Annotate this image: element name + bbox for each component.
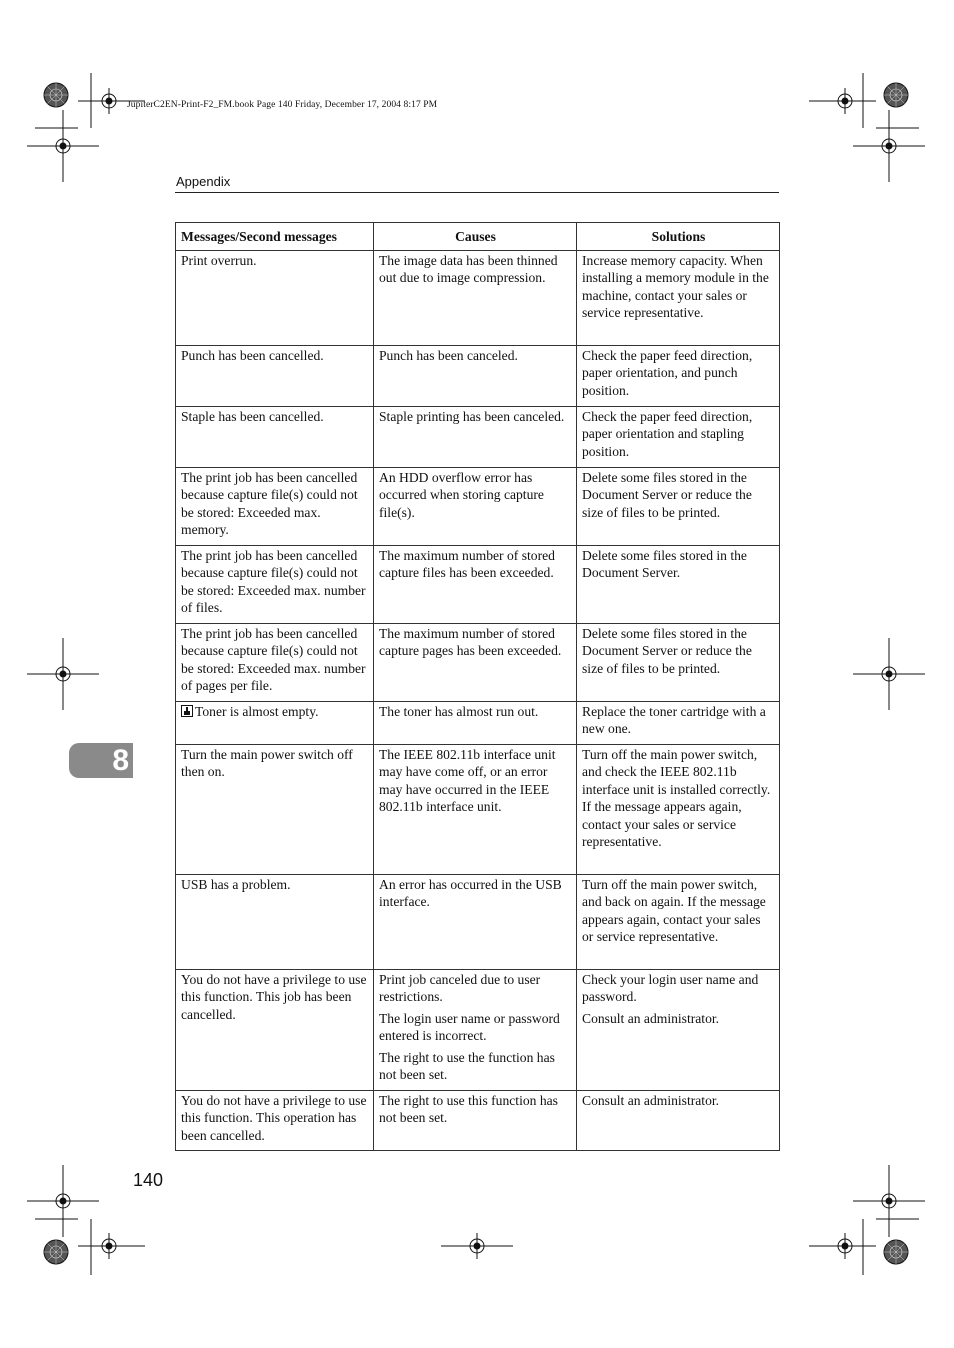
- table-row: [176, 468, 780, 546]
- solution-cell: [577, 875, 780, 970]
- column-header-causes: Causes: [374, 223, 577, 251]
- message-text: Punch has been cancelled.: [181, 348, 324, 363]
- message-cell: [176, 346, 374, 407]
- solution-cell: [577, 624, 780, 702]
- solution-text: Turn off the main power switch, and check the IEEE 802.11b interface unit is installed correctly. If the message appears again, contact your sales or service representative.: [582, 747, 771, 850]
- message-cell: [176, 468, 374, 546]
- table-row: [176, 970, 780, 1091]
- message-text: The print job has been cancelled because capture file(s) could not be stored: Exceeded max. memory.: [181, 470, 358, 538]
- registration-mark: [876, 661, 902, 687]
- section-header: Appendix: [176, 174, 231, 189]
- cause-cell: [374, 251, 577, 346]
- cause-cell: [374, 407, 577, 468]
- solution-text: Check your login user name and password.: [582, 972, 759, 1005]
- solution-cell: [577, 251, 780, 346]
- cause-text: The right to use this function has not been set.: [379, 1093, 558, 1126]
- page-number: 140: [133, 1170, 164, 1190]
- column-header-messages: Messages/Second messages: [176, 223, 374, 251]
- registration-mark: [832, 1233, 858, 1259]
- cause-text: An HDD overflow error has occurred when storing capture file(s).: [379, 470, 544, 520]
- solution-cell: [577, 546, 780, 624]
- solution-text: Delete some files stored in the Document Server or reduce the size of files to be printed.: [582, 470, 752, 520]
- cause-text: The image data has been thinned out due to image compression.: [379, 253, 558, 286]
- cause-cell: [374, 875, 577, 970]
- solution-text: Check the paper feed direction, paper orientation and stapling position.: [582, 409, 753, 459]
- message-cell: [176, 970, 374, 1091]
- message-cell: [176, 546, 374, 624]
- message-cell: [176, 407, 374, 468]
- message-cell: [176, 745, 374, 875]
- table-header-row: [176, 223, 780, 251]
- message-text: You do not have a privilege to use this function. This operation has been cancelled.: [181, 1093, 367, 1143]
- solution-cell: [577, 1091, 780, 1151]
- table-row: [176, 346, 780, 407]
- solution-text: Replace the toner cartridge with a new one.: [582, 704, 766, 737]
- message-text: Toner is almost empty.: [195, 704, 319, 719]
- cause-text: The IEEE 802.11b interface unit may have come off, or an error may have occurred in the IEEE 802.11b interface unit.: [379, 747, 556, 815]
- registration-mark: [96, 88, 122, 114]
- star-mark-top-right: [884, 83, 908, 107]
- message-text: Print overrun.: [181, 253, 257, 268]
- registration-mark: [50, 133, 76, 159]
- star-mark-bottom-right: [884, 1240, 908, 1264]
- table-row: [176, 875, 780, 970]
- registration-mark: [464, 1233, 490, 1259]
- solution-text: Delete some files stored in the Document Server.: [582, 548, 747, 581]
- solution-cell: [577, 407, 780, 468]
- message-text: The print job has been cancelled because capture file(s) could not be stored: Exceeded max. number of files.: [181, 548, 366, 616]
- message-cell: [176, 1091, 374, 1151]
- table-row: [176, 1091, 780, 1151]
- message-line: [181, 703, 369, 720]
- table-row: [176, 407, 780, 468]
- cause-cell: [374, 1091, 577, 1151]
- cause-text: The maximum number of stored capture files has been exceeded.: [379, 548, 555, 581]
- toner-icon: [181, 705, 193, 717]
- message-text: The print job has been cancelled because capture file(s) could not be stored: Exceeded max. number of pages per file.: [181, 626, 366, 694]
- star-mark-bottom-left: [44, 1240, 68, 1264]
- cause-text: The toner has almost run out.: [379, 704, 539, 719]
- cause-text: The login user name or password entered is incorrect.: [379, 1010, 560, 1044]
- solution-text: Delete some files stored in the Document Server or reduce the size of files to be printed.: [582, 626, 752, 676]
- solution-cell: [577, 702, 780, 745]
- registration-mark: [50, 661, 76, 687]
- solution-cell: [577, 346, 780, 407]
- cause-cell: [374, 468, 577, 546]
- message-text: USB has a problem.: [181, 877, 291, 892]
- file-info-line: JupiterC2EN-Print-F2_FM.book Page 140 Friday, December 17, 2004 8:17 PM: [127, 100, 438, 110]
- table-row: [176, 745, 780, 875]
- solution-text: Consult an administrator.: [582, 1010, 720, 1026]
- solution-text: Increase memory capacity. When installing a memory module in the machine, contact your sales or service representative.: [582, 253, 769, 321]
- message-text: Turn the main power switch off then on.: [181, 747, 353, 780]
- cause-cell: [374, 624, 577, 702]
- registration-mark: [876, 1188, 902, 1214]
- registration-mark: [832, 88, 858, 114]
- registration-mark: [50, 1188, 76, 1214]
- solution-text: Check the paper feed direction, paper orientation, and punch position.: [582, 348, 753, 398]
- header-rule: [175, 192, 779, 193]
- message-cell: [176, 702, 374, 745]
- cause-cell: [374, 745, 577, 875]
- solution-text: Turn off the main power switch, and back on again. If the message appears again, contact your sales or service representative.: [582, 877, 766, 945]
- table-row: [176, 702, 780, 745]
- chapter-tab: [69, 743, 133, 778]
- star-mark-top-left: [44, 83, 68, 107]
- message-cell: [176, 875, 374, 970]
- cause-cell: [374, 346, 577, 407]
- column-header-solutions: Solutions: [577, 223, 780, 251]
- solution-cell: [577, 468, 780, 546]
- cause-text: The right to use the function has not been set.: [379, 1049, 555, 1083]
- cause-cell: [374, 546, 577, 624]
- message-text: Staple has been cancelled.: [181, 409, 324, 424]
- cause-text: Punch has been canceled.: [379, 348, 518, 363]
- cause-cell: [374, 702, 577, 745]
- solution-cell: [577, 745, 780, 875]
- message-text: You do not have a privilege to use this function. This job has been cancelled.: [181, 972, 367, 1022]
- cause-text: An error has occurred in the USB interface.: [379, 877, 562, 910]
- registration-mark: [96, 1233, 122, 1259]
- cause-text: Staple printing has been canceled.: [379, 409, 565, 424]
- registration-mark: [876, 133, 902, 159]
- messages-table: [175, 222, 780, 1151]
- cause-text: The maximum number of stored capture pages has been exceeded.: [379, 626, 562, 659]
- chapter-number: 8: [112, 744, 129, 777]
- table-row: [176, 624, 780, 702]
- table-row: [176, 546, 780, 624]
- cause-cell: [374, 970, 577, 1091]
- solution-cell: [577, 970, 780, 1091]
- message-cell: [176, 624, 374, 702]
- message-cell: [176, 251, 374, 346]
- table-row: [176, 251, 780, 346]
- cause-text: Print job canceled due to user restrictions.: [379, 972, 541, 1005]
- solution-text: Consult an administrator.: [582, 1093, 720, 1108]
